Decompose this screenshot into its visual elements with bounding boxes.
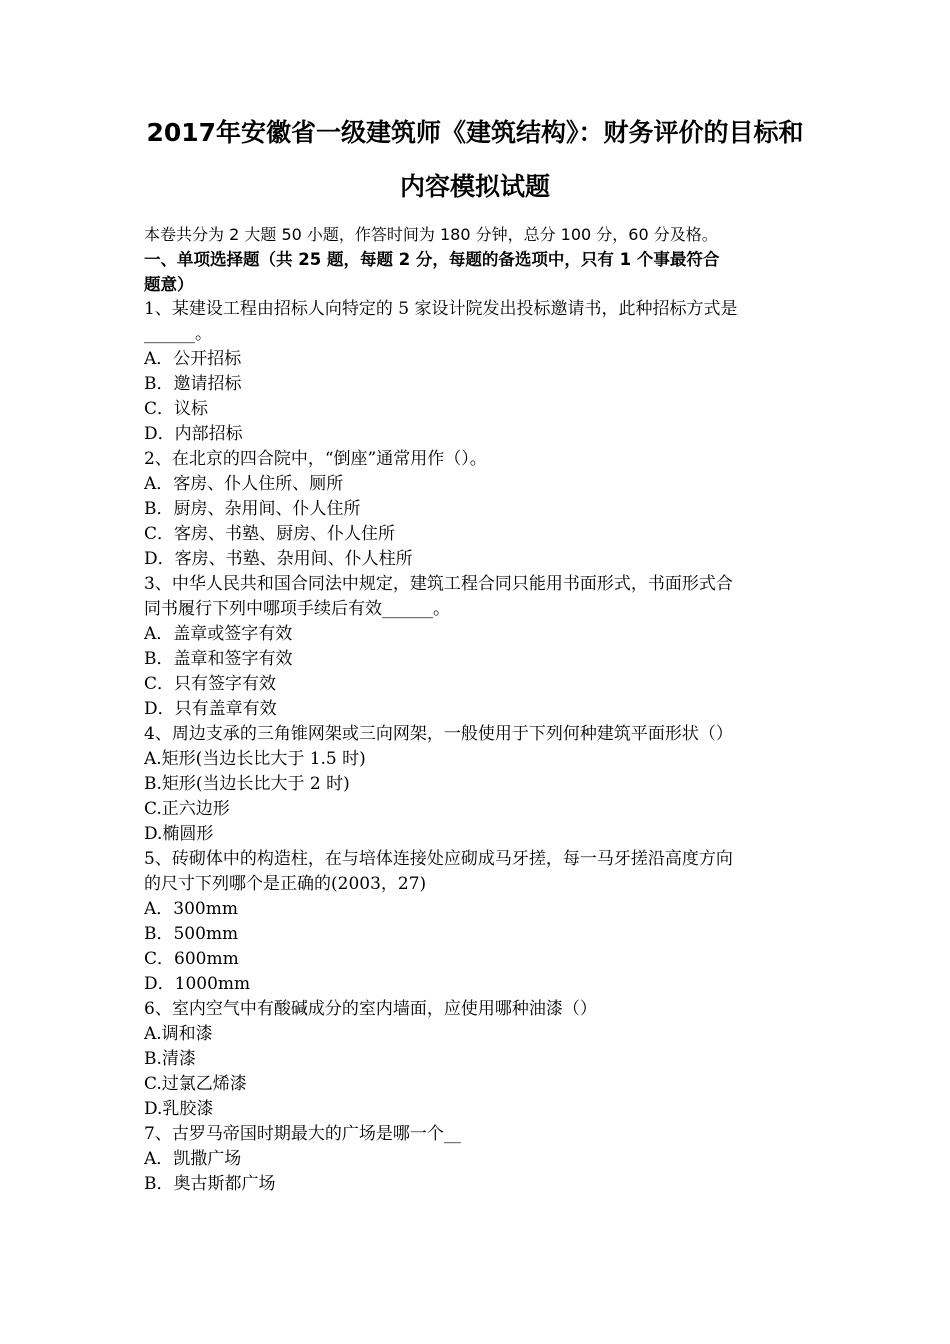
question-stem-line: ______。 (144, 324, 212, 344)
answer-option: A.调和漆 (144, 1024, 213, 1044)
question-block (144, 297, 808, 447)
section-heading-line-1: 一、单项选择题（共 25 题，每题 2 分，每题的备选项中，只有 1 个事最符合 (144, 250, 720, 269)
question-stem-line: 4、周边支承的三角锥网架或三向网架，一般使用于下列何种建筑平面形状（） (144, 724, 733, 744)
answer-option: D．1000mm (144, 974, 251, 994)
question-stem-line: 6、室内空气中有酸碱成分的室内墙面，应使用哪种油漆（） (144, 999, 597, 1019)
question-stem-line: 3、中华人民共和国合同法中规定，建筑工程合同只能用书面形式，书面形式合 (144, 574, 733, 594)
answer-option: C．600mm (144, 949, 239, 969)
answer-option: C．议标 (144, 399, 209, 419)
answer-option: A.矩形(当边长比大于 1.5 时) (144, 749, 366, 769)
question-block (144, 997, 808, 1122)
answer-option: C.过氯乙烯漆 (144, 1074, 247, 1094)
question-stem-line: 1、某建设工程由招标人向特定的 5 家设计院发出投标邀请书，此种招标方式是 (144, 299, 738, 319)
question-stem-line: 7、古罗马帝国时期最大的广场是哪一个__ (144, 1124, 461, 1144)
answer-option: B．厨房、杂用间、仆人住所 (144, 499, 361, 519)
answer-option: B．奥古斯都广场 (144, 1174, 276, 1194)
answer-option: C．客房、书塾、厨房、仆人住所 (144, 524, 396, 544)
question-stem-line: 5、砖砌体中的构造柱，在与培体连接处应砌成马牙搓，每一马牙搓沿高度方向 (144, 849, 733, 869)
answer-option: D.椭圆形 (144, 824, 214, 844)
answer-option: D．内部招标 (144, 424, 243, 444)
question-block (144, 722, 808, 847)
answer-option: A．盖章或签字有效 (144, 624, 293, 644)
document-title-line-1: 2017年安徽省一级建筑师《建筑结构》：财务评价的目标和 (146, 118, 804, 147)
question-block (144, 447, 808, 572)
answer-option: A．客房、仆人住所、厕所 (144, 474, 344, 494)
answer-option: A．300mm (144, 899, 238, 919)
answer-option: D．客房、书塾、杂用间、仆人柱所 (144, 549, 413, 569)
question-list (144, 297, 808, 1197)
answer-option: B.清漆 (144, 1049, 196, 1069)
answer-option: C．只有签字有效 (144, 674, 277, 694)
question-block (144, 1122, 808, 1197)
question-stem-line: 的尺寸下列哪个是正确的(2003，27) (144, 874, 427, 894)
exam-intro: 本卷共分为 2 大题 50 小题，作答时间为 180 分钟，总分 100 分，60 分及格。 (144, 225, 718, 244)
answer-option: D.乳胶漆 (144, 1099, 214, 1119)
question-block (144, 847, 808, 997)
answer-option: D．只有盖章有效 (144, 699, 277, 719)
answer-option: C.正六边形 (144, 799, 230, 819)
answer-option: A．凯撒广场 (144, 1149, 242, 1169)
answer-option: B．盖章和签字有效 (144, 649, 293, 669)
question-stem-line: 2、在北京的四合院中，“倒座”通常用作（）。 (144, 449, 487, 469)
section-heading-line-2: 题意） (144, 275, 194, 294)
answer-option: B．500mm (144, 924, 239, 944)
document-title-line-2: 内容模拟试题 (399, 172, 550, 201)
question-block (144, 572, 808, 722)
document-body (144, 222, 808, 1197)
answer-option: B．邀请招标 (144, 374, 242, 394)
answer-option: B.矩形(当边长比大于 2 时) (144, 774, 350, 794)
question-stem-line: 同书履行下列中哪项手续后有效______。 (144, 599, 450, 619)
answer-option: A．公开招标 (144, 349, 242, 369)
